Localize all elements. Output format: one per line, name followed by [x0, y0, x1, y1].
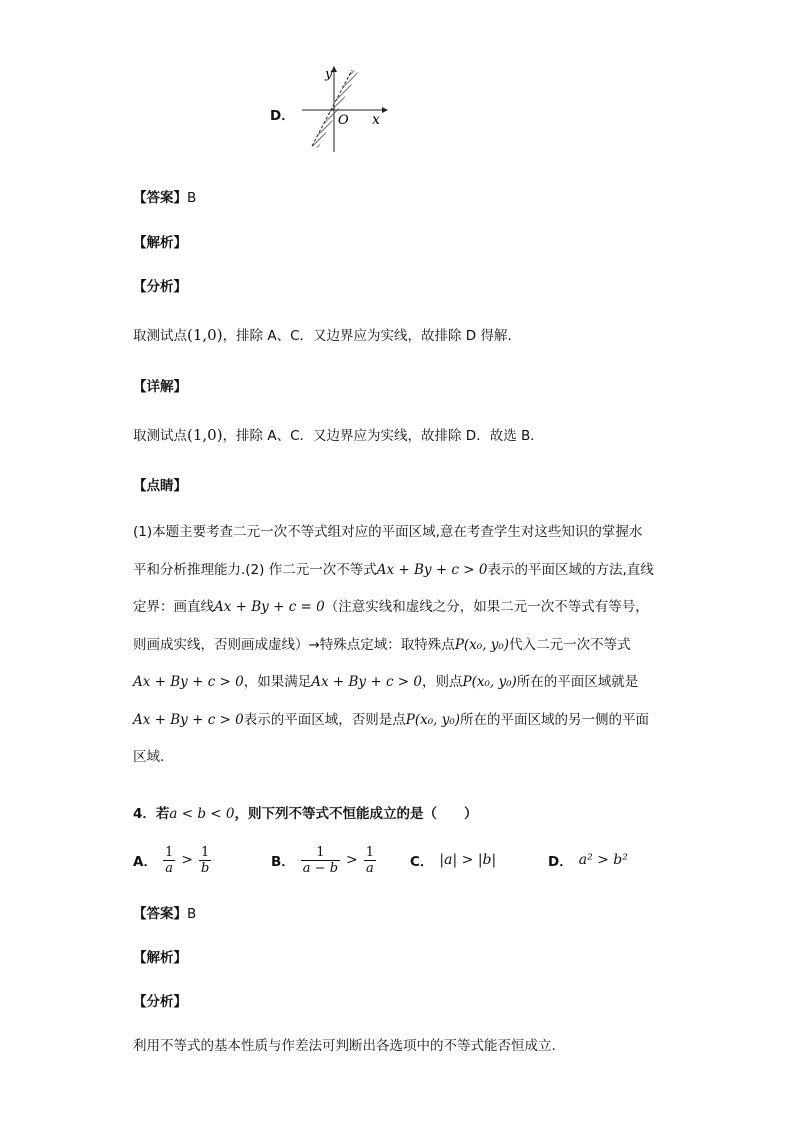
option-d-label: D．: [270, 108, 295, 124]
q3-dianjing-paragraph: [133, 514, 663, 777]
q3-detail-text: 取测试点(1,0)，排除 A、C．又边界应为实线，故排除 D．故选 B．: [133, 426, 544, 444]
q4-option-c: C． |a| > |b|: [410, 852, 497, 870]
x-axis-label: x: [372, 112, 380, 128]
half-plane-graph: [300, 62, 392, 154]
q3-analysis-heading: 【解析】: [133, 235, 187, 251]
q4-fenxi-text: 利用不等式的基本性质与作差法可判断出各选项中的不等式能否恒成立.: [133, 1038, 556, 1054]
x-axis-arrow: [382, 107, 388, 113]
frac-1-over-a-b: $\frac{1}{a}$: [365, 844, 375, 876]
q4-option-b: B． $\frac{1}{a - b}$ > $\frac{1}{a}$: [271, 844, 375, 876]
q4-option-a: A． $\frac{1}{a}$ > $\frac{1}{b}$: [133, 844, 210, 876]
dj-line-7: 区域.: [133, 749, 165, 765]
q3-fenxi-text: 取测试点(1,0)，排除 A、C．又边界应为实线，故排除 D 得解.: [133, 326, 512, 344]
dj-line-2: 平和分析推理能力.(2) 作二元一次不等式Ax + By + c > 0表示的平面区域的方法,直线: [133, 561, 654, 578]
hatch-region: [312, 70, 358, 148]
dj-line-1: (1)本题主要考查二元一次不等式组对应的平面区域,意在考查学生对这些知识的掌握水: [133, 524, 643, 540]
dj-line-3: 定界：画直线Ax + By + c = 0（注意实线和虚线之分，如果二元一次不等式有等号，: [133, 599, 649, 615]
origin-label: O: [338, 113, 349, 128]
q4-answer: 【答案】B: [133, 906, 197, 922]
y-axis-label: y: [325, 67, 333, 82]
dj-line-6: Ax + By + c > 0表示的平面区域，否则是点P(x₀, y₀)所在的平面区域的另一侧的平面: [133, 711, 650, 728]
q4-analysis-heading: 【解析】: [133, 950, 187, 966]
q3-answer: 【答案】B: [133, 190, 197, 206]
q3-dianjing-heading: 【点睛】: [133, 478, 187, 494]
q4-stem: 4．若a < b < 0，则下列不等式不恒能成立的是（ ）: [133, 806, 478, 822]
q3-fenxi-heading: 【分析】: [133, 279, 187, 295]
dj-line-4: 则画成实线，否则画成虚线）→特殊点定域：取特殊点P(x₀, y₀)代入二元一次不等式: [133, 636, 631, 653]
q4-option-d: D． a² > b²: [548, 852, 628, 870]
frac-1-over-b: $\frac{1}{b}$: [200, 844, 210, 876]
dj-line-5: Ax + By + c > 0，如果满足Ax + By + c > 0，则点P(x₀, y₀)所在的平面区域就是: [133, 674, 639, 690]
frac-1-over-a-minus-b: $\frac{1}{a - b}$: [302, 844, 339, 876]
frac-1-over-a: $\frac{1}{a}$: [164, 844, 174, 876]
q3-detail-heading: 【详解】: [133, 379, 187, 395]
q4-fenxi-heading: 【分析】: [133, 994, 187, 1010]
